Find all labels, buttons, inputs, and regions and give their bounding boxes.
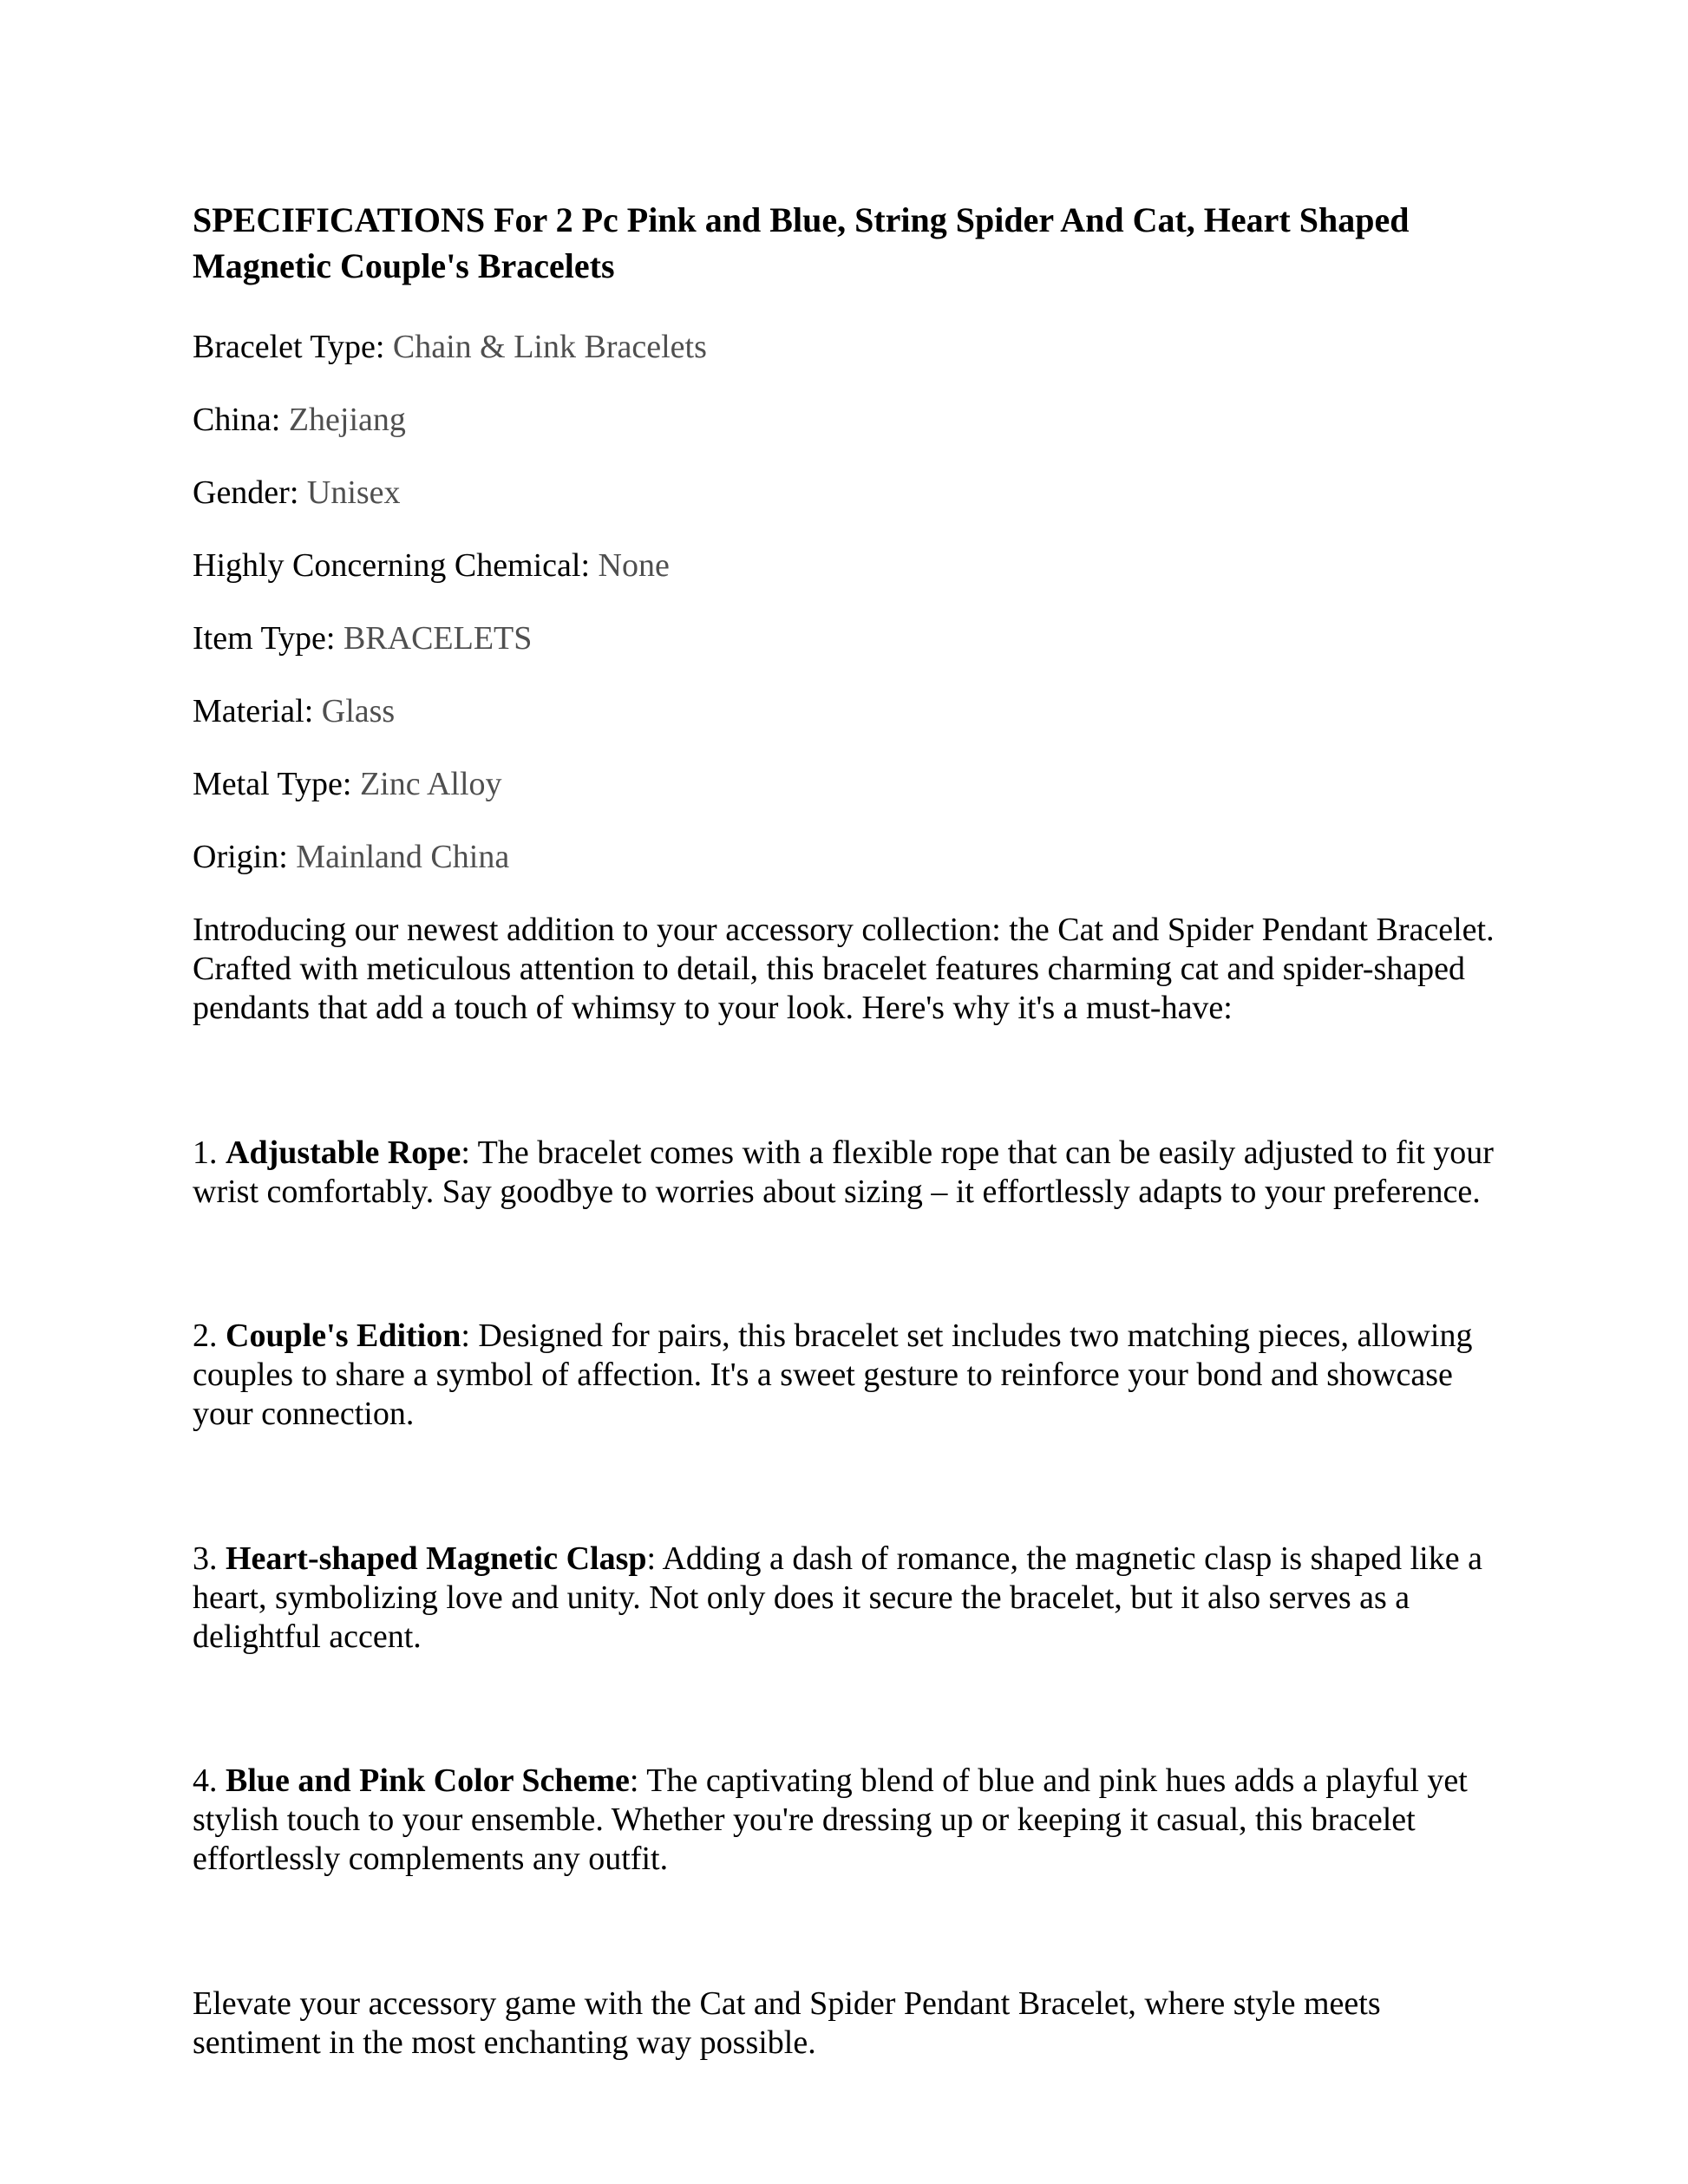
feature-number: 1.	[193, 1134, 226, 1171]
spec-label: Bracelet Type:	[193, 328, 393, 365]
feature-text: : Designed for pairs, this bracelet set includes two matching pieces, allowing couples to share a symbol of affection. It's a sweet gesture to reinforce your bond and showcase your connection.	[193, 1318, 1473, 1433]
spec-row	[193, 838, 1497, 876]
spec-label: Material:	[193, 692, 322, 729]
spec-label: Metal Type:	[193, 766, 360, 803]
spec-row	[193, 474, 1497, 512]
spec-label: China:	[193, 401, 289, 438]
feature-item-3	[193, 1540, 1497, 1656]
spec-row	[193, 765, 1497, 803]
feature-text: : Adding a dash of romance, the magnetic clasp is shaped like a heart, symbolizing love and unity. Not only does it secure the bracelet, but it also serves as a delightful accent.	[193, 1540, 1482, 1655]
feature-title: Couple's Edition	[226, 1318, 461, 1355]
spec-value: BRACELETS	[343, 619, 533, 657]
spec-label: Origin:	[193, 839, 297, 876]
feature-number: 2.	[193, 1318, 226, 1355]
spec-value: Zinc Alloy	[359, 766, 502, 803]
feature-item-4	[193, 1762, 1497, 1878]
feature-title: Blue and Pink Color Scheme	[226, 1762, 630, 1800]
spec-row	[193, 692, 1497, 730]
spec-value: Zhejiang	[288, 401, 406, 438]
feature-number: 4.	[193, 1762, 226, 1800]
spec-row	[193, 328, 1497, 366]
intro-paragraph: Introducing our newest addition to your accessory collection: the Cat and Spider Pendant Bracelet. Crafted with meticulous attention to detail, this bracelet features charming cat and spider-shaped pendants that add a touch of whimsy to your look. Here's why it's a must-have:	[193, 912, 1495, 1026]
spec-value: Mainland China	[296, 839, 510, 876]
spec-value: Unisex	[306, 474, 401, 511]
spec-label: Gender:	[193, 474, 307, 511]
feature-text: : The captivating blend of blue and pink hues adds a playful yet stylish touch to your ensemble. Whether you're dressing up or keeping it casual, this bracelet effortlessly complements any outfit.	[193, 1762, 1468, 1877]
spec-label: Highly Concerning Chemical:	[193, 546, 599, 584]
spec-value: None	[598, 546, 670, 584]
spec-value: Glass	[321, 692, 396, 729]
outro-paragraph: Elevate your accessory game with the Cat and Spider Pendant Bracelet, where style meets sentiment in the most enchanting way possible.	[193, 1985, 1381, 2061]
feature-item-2	[193, 1317, 1497, 1433]
feature-title: Adjustable Rope	[226, 1134, 461, 1171]
spec-row	[193, 546, 1497, 585]
spec-row	[193, 401, 1497, 439]
feature-number: 3.	[193, 1540, 226, 1577]
spec-value: Chain & Link Bracelets	[392, 328, 707, 365]
feature-item-1	[193, 1134, 1497, 1212]
feature-title: Heart-shaped Magnetic Clasp	[226, 1540, 647, 1577]
feature-text: : The bracelet comes with a flexible rope that can be easily adjusted to fit your wrist comfortably. Say goodbye to worries about sizing – it effortlessly adapts to your preference.	[193, 1134, 1494, 1210]
page-title: SPECIFICATIONS For 2 Pc Pink and Blue, String Spider And Cat, Heart Shaped Magnetic Couple's Bracelets	[193, 200, 1410, 285]
spec-row	[193, 619, 1497, 657]
spec-label: Item Type:	[193, 619, 343, 657]
